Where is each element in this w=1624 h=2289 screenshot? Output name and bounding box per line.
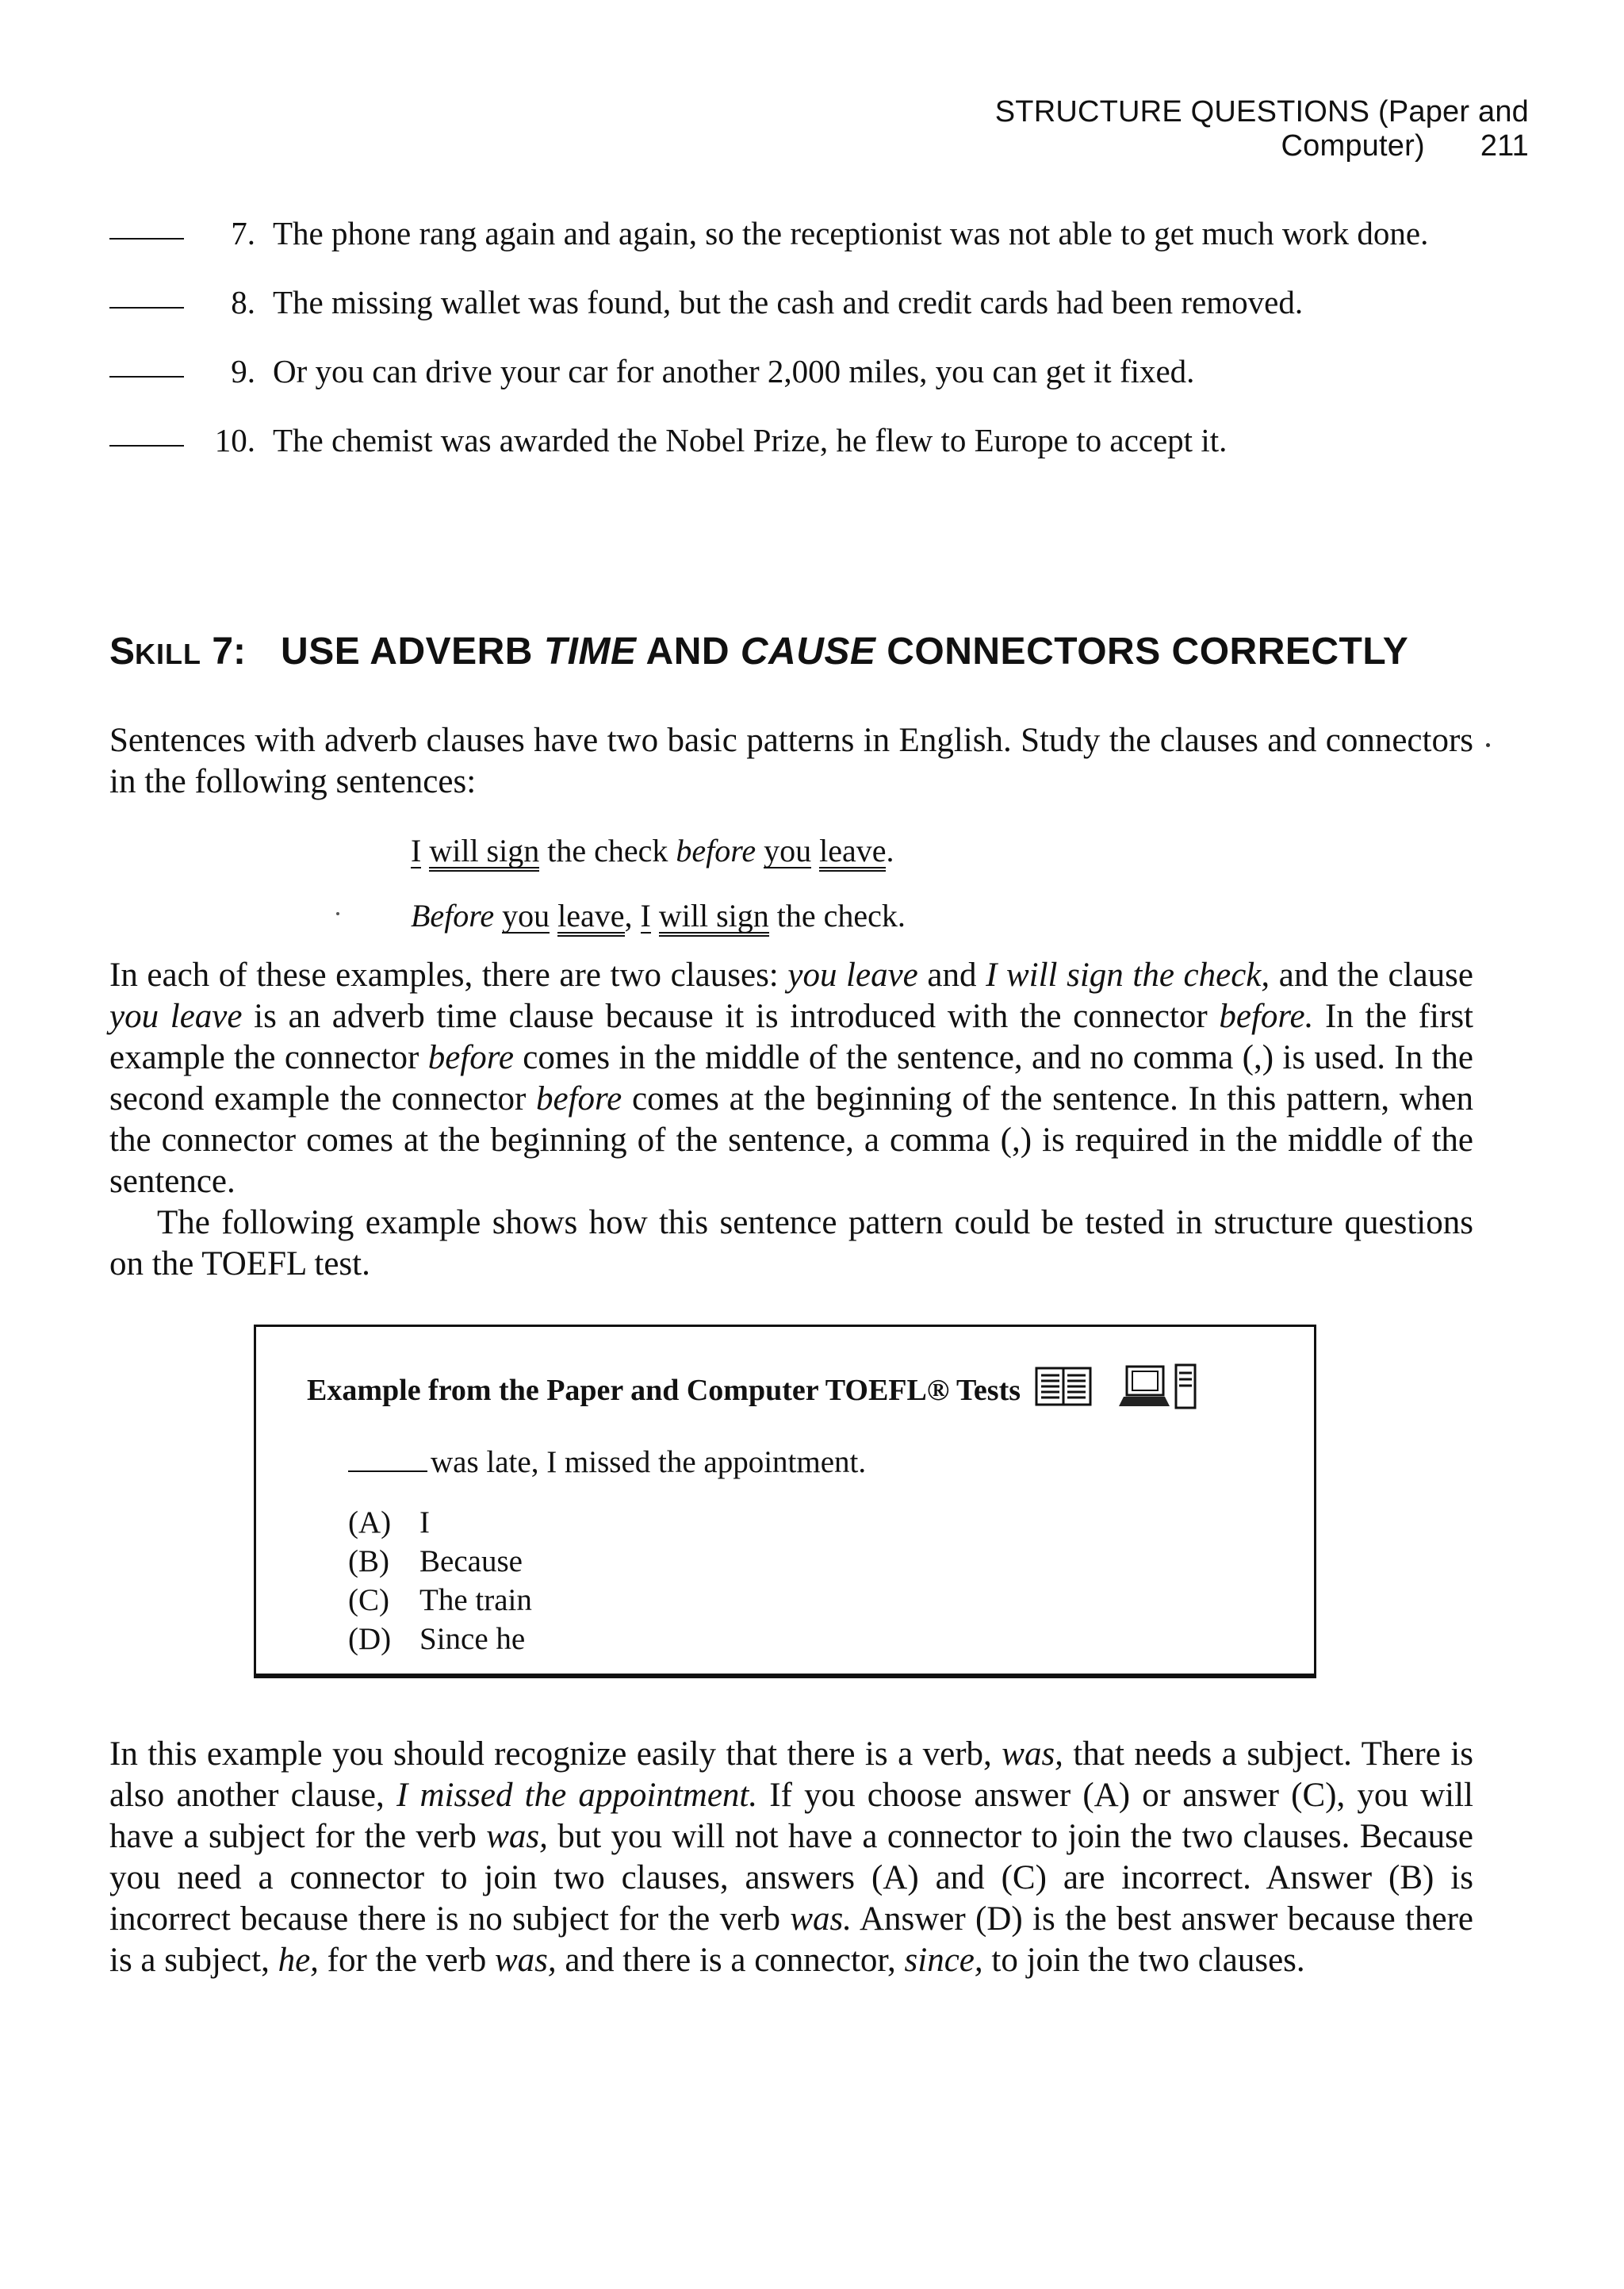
text-run: to join the two clauses. xyxy=(982,1942,1305,1979)
plain-text: the check xyxy=(539,833,676,868)
exercise-list xyxy=(109,208,1537,484)
example-sentences xyxy=(411,830,906,960)
exercise-text: The phone rang again and again, so the receptionist was not able to get much work done. xyxy=(273,215,1429,251)
example-box-title xyxy=(307,1363,1198,1417)
print-speck xyxy=(336,912,339,915)
intro-paragraph: Sentences with adverb clauses have two basic patterns in English. Study the clauses and connectors in the following sentences: xyxy=(109,722,1473,800)
emphasis-run: I missed the appointment. xyxy=(396,1777,758,1814)
text-run: comes at the beginning of the sentence. In this pattern, when the connector comes at the beginning of the sentence, a comma (,) is required in the middle of the sentence. xyxy=(109,1080,1473,1200)
skill-title xyxy=(281,631,1408,673)
test-format-icons xyxy=(1035,1363,1198,1417)
answer-blank[interactable] xyxy=(109,357,184,378)
subject-word: I xyxy=(411,833,422,868)
option-text: The train xyxy=(419,1583,532,1617)
emphasis-run: before xyxy=(427,1039,514,1076)
answer-option-a[interactable] xyxy=(348,1503,532,1542)
text-run: comes in the middle of the sentence, and no comma (,) is used. In the second example the connector xyxy=(109,1039,1473,1118)
text-run: If you choose answer (A) or answer (C), you will have a subject for the verb xyxy=(109,1777,1474,1855)
connector-word: Before xyxy=(411,898,495,934)
skill-number: 7: xyxy=(212,631,247,673)
exercise-text: Or you can drive your car for another 2,000 miles, you can get it fixed. xyxy=(273,353,1195,389)
exercise-item xyxy=(109,415,1537,466)
emphasis-run: you leave xyxy=(109,998,243,1035)
subject-word: I xyxy=(640,898,651,934)
text-run: and xyxy=(917,957,986,994)
exercise-item xyxy=(109,277,1537,328)
verb-phrase: will sign xyxy=(429,835,539,872)
emphasis-run: since, xyxy=(904,1942,983,1979)
subject-word: you xyxy=(502,898,550,934)
question-blank xyxy=(348,1450,427,1472)
answer-paragraph xyxy=(109,1734,1473,1981)
option-label: (B) xyxy=(348,1544,389,1578)
skill-label-rest: KILL xyxy=(135,638,201,670)
exercise-text: The missing wallet was found, but the cash and credit cards had been removed. xyxy=(273,284,1304,320)
text-run: In the first example the connector xyxy=(109,998,1474,1076)
text-run: that needs a subject. There is also another clause, xyxy=(109,1735,1473,1814)
answer-options xyxy=(348,1503,532,1658)
example-sentence-1 xyxy=(411,830,906,895)
emphasis-run: I will sign the check, xyxy=(986,957,1270,994)
emphasis-run: was, xyxy=(486,1818,548,1855)
emphasis-run: was, xyxy=(495,1942,557,1979)
print-speck xyxy=(1486,743,1490,747)
skill-title-time: TIME xyxy=(543,631,637,673)
emphasis-run: you leave xyxy=(787,957,918,994)
plain-text: , xyxy=(624,898,641,934)
skill-title-part: USE ADVERB xyxy=(281,631,544,673)
exercise-number: 10. xyxy=(214,422,255,458)
exercise-text: The chemist was awarded the Nobel Prize, he flew to Europe to accept it. xyxy=(273,422,1228,458)
answer-option-b[interactable] xyxy=(348,1542,532,1581)
exercise-number: 9. xyxy=(231,353,255,389)
example-question xyxy=(348,1444,866,1480)
text-run: In each of these examples, there are two clauses: xyxy=(109,957,788,994)
exercise-number: 8. xyxy=(231,284,255,320)
option-text: I xyxy=(419,1505,430,1539)
option-text: Because xyxy=(419,1544,523,1578)
emphasis-run: before xyxy=(536,1080,622,1118)
option-text: Since he xyxy=(419,1622,526,1656)
option-label: (A) xyxy=(348,1505,392,1539)
text-run: In this example you should recognize easily that there is a verb, xyxy=(109,1735,1002,1773)
text-run: and the clause xyxy=(1270,957,1473,994)
text-run: Answer (D) is the best answer because there is a subject, xyxy=(109,1900,1473,1979)
example-box-title-text: Example from the Paper and Computer TOEFL® Tests xyxy=(307,1374,1021,1407)
emphasis-run: was, xyxy=(1002,1735,1063,1773)
running-header xyxy=(793,95,1529,163)
text-run: and there is a connector, xyxy=(556,1942,905,1979)
answer-blank[interactable] xyxy=(109,288,184,309)
exercise-item xyxy=(109,208,1537,259)
answer-blank[interactable] xyxy=(109,219,184,240)
follow-paragraph: The following example shows how this sentence pattern could be tested in structure questions on the TOEFL test. xyxy=(109,1204,1473,1283)
skill-title-part: CONNECTORS CORRECTLY xyxy=(875,631,1409,673)
toefl-example-box xyxy=(254,1325,1316,1678)
skill-heading xyxy=(109,630,1537,673)
skill-label-initial: S xyxy=(109,631,136,673)
exercise-number: 7. xyxy=(231,215,255,251)
answer-option-d[interactable] xyxy=(348,1620,532,1658)
option-label: (D) xyxy=(348,1622,392,1656)
skill-title-part: AND xyxy=(636,631,741,673)
option-label: (C) xyxy=(348,1583,389,1617)
answer-option-c[interactable] xyxy=(348,1581,532,1620)
question-text: was late, I missed the appointment. xyxy=(431,1445,867,1479)
subject-word: you xyxy=(764,833,812,868)
emphasis-run: before. xyxy=(1219,998,1314,1035)
text-run: but you will not have a connector to join the two clauses. Because you need a connector to join two clauses, answers (A) and (C) are incorrect. Answer (B) is incorrect because there is no subject for the verb xyxy=(109,1818,1473,1938)
explanation-paragraph xyxy=(109,955,1473,1202)
text-run: for the verb xyxy=(318,1942,495,1979)
page-number: 211 xyxy=(1480,129,1529,163)
computer-icon xyxy=(1116,1363,1198,1417)
example-sentence-2 xyxy=(411,895,906,960)
plain-text: the check. xyxy=(768,898,906,934)
plain-text: . xyxy=(886,833,894,868)
running-title: STRUCTURE QUESTIONS (Paper and Computer) xyxy=(994,95,1529,163)
text-run: is an adverb time clause because it is introduced with the connector xyxy=(242,998,1220,1035)
skill-title-cause: CAUSE xyxy=(740,631,876,673)
emphasis-run: he, xyxy=(278,1942,319,1979)
verb-word: leave xyxy=(819,835,886,872)
book-icon xyxy=(1035,1366,1092,1415)
verb-phrase: will sign xyxy=(659,900,769,937)
answer-blank[interactable] xyxy=(109,426,184,447)
exercise-item xyxy=(109,346,1537,397)
verb-word: leave xyxy=(557,900,624,937)
emphasis-run: was. xyxy=(790,1900,852,1938)
connector-word: before xyxy=(676,833,756,868)
